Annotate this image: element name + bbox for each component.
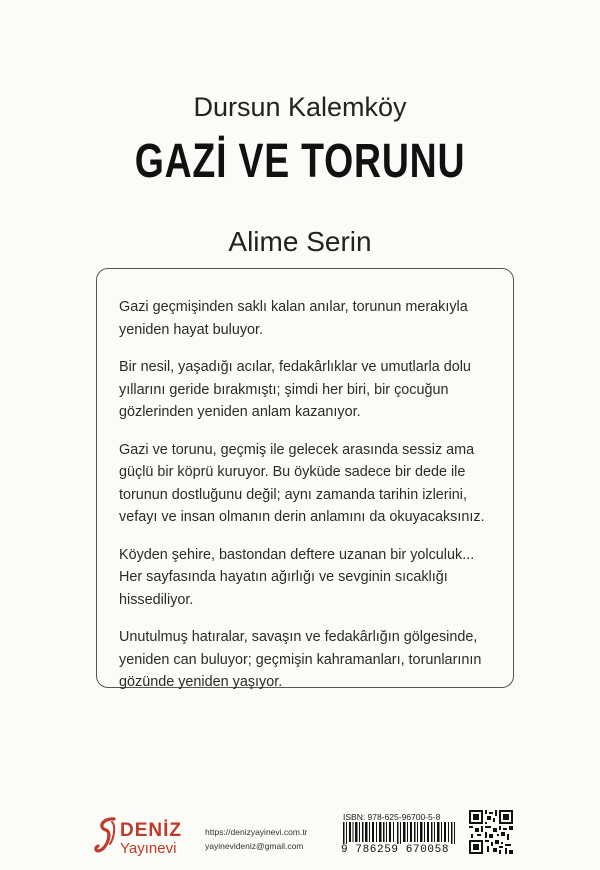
blurb-paragraph: Köyden şehire, bastondan deftere uzanan bir yolculuk... Her sayfasında hayatın ağırlığı ve sevginin sıcaklığı hissediliyor.	[119, 546, 475, 608]
barcode-icon	[341, 822, 463, 846]
publisher-subname: Yayınevi	[120, 840, 177, 857]
qr-code-icon[interactable]	[469, 810, 513, 854]
publisher-contact	[205, 825, 308, 853]
publisher-website[interactable]: https://denizyayinevi.com.tr	[205, 827, 308, 837]
publisher-logo-icon	[92, 816, 122, 858]
blurb-paragraph: Gazi ve torunu, geçmiş ile gelecek arasında sessiz ama güçlü bir köprü kuruyor. Bu öyküde sadece bir dede ile torunun dostluğunu değil; aynı zamanda tarihin izlerini, vefayı ve insan olmanın derin anlamını da okuyacaksınız.	[119, 441, 485, 525]
author-name: Dursun Kalemköy	[193, 92, 407, 122]
publisher-email[interactable]: yayinevideniz@gmail.com	[205, 841, 304, 851]
illustrator-name: Alime Serin	[228, 226, 372, 257]
isbn-digits: 9 786259 670058	[341, 844, 461, 856]
blurb-paragraph: Bir nesil, yaşadığı acılar, fedakârlıklar ve umutlarla dolu yıllarını geride bırakmıştı; şimdi her biri, bir çocuğun gözlerinden yeniden anlam kazanıyor.	[119, 359, 471, 420]
blurb-paragraph: Gazi geçmişinden saklı kalan anılar, torunun merakıyla yeniden hayat buluyor.	[119, 299, 468, 338]
isbn-label: ISBN: 978-625-96700-5-8	[343, 812, 441, 822]
book-title: GAZİ VE TORUNU	[134, 135, 466, 188]
publisher-name: DENİZ	[120, 820, 182, 841]
blurb-box	[96, 268, 514, 688]
blurb-paragraph: Unutulmuş hatıralar, savaşın ve fedakârlığın gölgesinde, yeniden can buluyor; geçmişin kahramanları, torunlarının gözünde yeniden yaşıyor.	[119, 629, 482, 690]
